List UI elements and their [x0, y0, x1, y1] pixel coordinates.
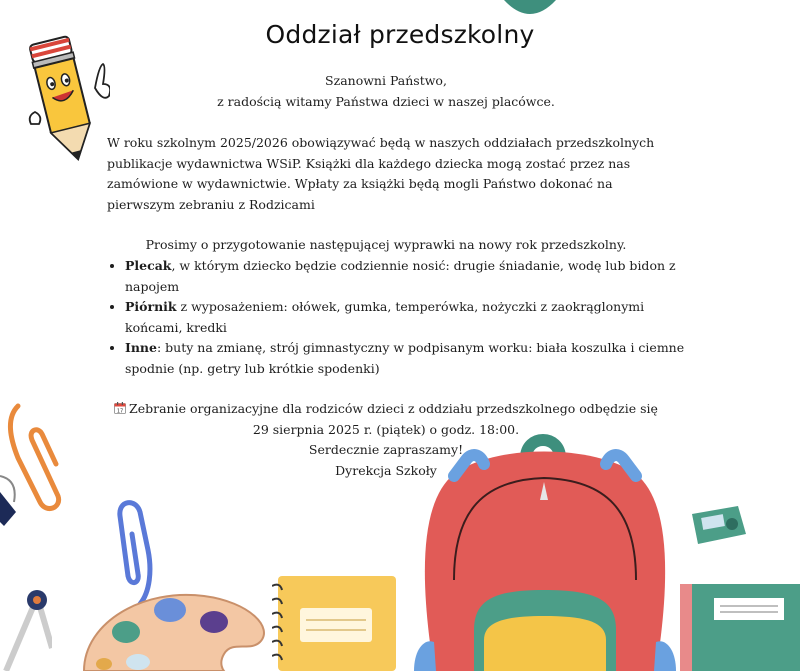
- item-text: : buty na zmianę, strój gimnastyczny w podpisanym worku: biała koszulka i ciemne spodnie (np. getry lub krótkie spodenki): [125, 340, 685, 376]
- greeting-line-1: Szanowni Państwo,: [325, 73, 447, 88]
- greeting: [100, 71, 672, 112]
- compass-icon: [0, 578, 52, 671]
- item-name: Piórnik: [125, 299, 177, 314]
- meeting-line-1: 17 Zebranie organizacyjne dla rodziców dzieci z oddziału przedszkolnego odbędzie się: [100, 399, 672, 420]
- list-item: [125, 297, 685, 338]
- supplies-list: [107, 256, 685, 379]
- book-icon: [680, 582, 800, 671]
- item-name: Plecak: [125, 258, 172, 273]
- item-text: , w którym dziecko będzie codziennie nosić: drugie śniadanie, wodę lub bidon z napojem: [125, 258, 676, 294]
- meeting-date: 29 sierpnia 2025 r. (piątek) o godz. 18:00.: [252, 421, 520, 437]
- item-text: z wyposażeniem: ołówek, gumka, temperówka, nożyczki z zaokrąglonymi końcami, kredki: [125, 299, 645, 335]
- calendar-icon: [114, 402, 126, 414]
- sharpener-icon: [688, 502, 748, 546]
- intro-paragraph: W roku szkolnym 2025/2026 obowiązywać będą w naszych oddziałach przedszkolnych publikacje wydawnictwa WSiP. Książki dla każdego dziecka mogą zostać przez nas zamówione w wydawnictwie. Wpłaty za książki będą mogli Państwo dokonać na pierwszym zebraniu z Rodzicami: [107, 135, 655, 212]
- supplies-intro: Prosimy o przygotowanie następującej wyprawki na nowy rok przedszkolny.: [145, 237, 627, 252]
- item-name: Inne: [125, 340, 157, 355]
- list-item: [125, 256, 685, 297]
- meeting-invite: Serdecznie zapraszamy!: [308, 442, 464, 457]
- greeting-line-2: z radością witamy Państwa dzieci w naszej placówce.: [217, 93, 555, 109]
- pencil-mascot-icon: [25, 28, 110, 170]
- signature: Dyrekcja Szkoły: [335, 462, 437, 478]
- list-item: [125, 338, 685, 379]
- svg-text:17: 17: [116, 408, 124, 414]
- backpack-icon: [414, 430, 676, 671]
- notebook-icon: [272, 572, 398, 671]
- palette-icon: [74, 592, 270, 671]
- binder-clip-icon: [0, 472, 22, 530]
- page-title: Oddział przedszkolny: [265, 20, 535, 49]
- teal-circle-icon: [500, 0, 560, 16]
